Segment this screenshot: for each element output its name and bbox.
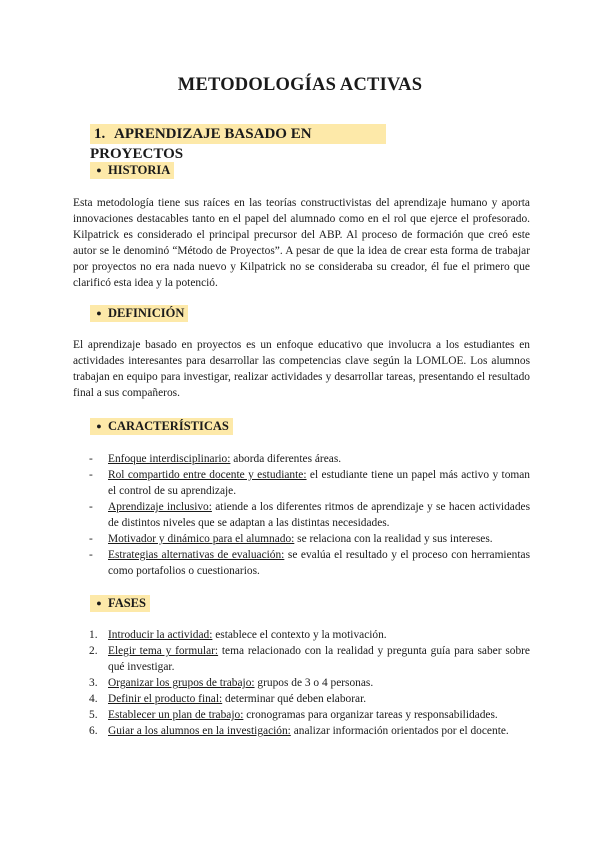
item-desc: el estudiante tiene un papel más activo y toman el control de su aprendizaje. <box>108 469 531 497</box>
list-item: 3. Organizar los grupos de trabajo: grupos de 3 o 4 personas. <box>89 677 374 689</box>
subheading-definicion: ● DEFINICIÓN <box>90 305 188 322</box>
list-item: - Enfoque interdisciplinario: aborda diferentes áreas. <box>89 453 342 465</box>
bullet-icon: ● <box>96 165 102 175</box>
item-term: Aprendizaje inclusivo: <box>108 501 212 513</box>
historia-paragraph: Esta metodología tiene sus raíces en las teorías constructivistas del aprendizaje humano y aporta innovaciones destacables tanto en el papel del alumnado como en el rol que ejerce el profesorado. Kilpatrick es considerado el principal precursor del ABP. Al proceso de formación que creó este autor se le denominó “Método de Proyectos”. A pesar de que la idea de crear esta forma de trabajar por proyectos no era nada nuevo y Kilpatrick no se consideraba su creador, él fue el primero que clarificó esta idea y la potenció. <box>73 197 530 289</box>
bullet-icon: ● <box>96 308 102 318</box>
section-heading <box>90 124 386 162</box>
list-item: - Rol compartido entre docente y estudiante: el estudiante tiene un papel más activo y toman el control de su aprendizaje. <box>89 469 531 497</box>
subheading-historia: ● HISTORIA <box>90 162 174 179</box>
item-term: Estrategias alternativas de evaluación: <box>108 549 285 561</box>
list-item: 1. Introducir la actividad: establece el contexto y la motivación. <box>89 629 387 641</box>
item-term: Introducir la actividad: <box>108 629 213 641</box>
item-desc: atiende a los diferentes ritmos de aprendizaje y se hacen actividades de distintos niveles que se adaptan a las distintas necesidades. <box>108 501 530 529</box>
item-term: Motivador y dinámico para el alumnado: <box>108 533 295 545</box>
item-desc: establece el contexto y la motivación. <box>212 629 387 641</box>
list-item: 6. Guiar a los alumnos en la investigación: analizar información orientados por el docente. <box>89 725 509 737</box>
item-desc: se relaciona con la realidad y sus intereses. <box>294 533 493 545</box>
item-term: Guiar a los alumnos en la investigación: <box>108 725 291 737</box>
list-item: - Motivador y dinámico para el alumnado: se relaciona con la realidad y sus intereses. <box>89 533 493 545</box>
bullet-icon: ● <box>96 421 102 431</box>
caracteristicas-list <box>89 451 530 579</box>
item-desc: se evalúa el resultado y el proceso con herramientas como portafolios o cuestionarios. <box>108 549 530 577</box>
item-term: Establecer un plan de trabajo: <box>108 709 244 721</box>
subheading-fases: ● FASES <box>90 595 150 612</box>
list-item: 2. Elegir tema y formular: tema relacionado con la realidad y pregunta guía para saber sobre qué investigar. <box>89 645 530 673</box>
item-desc: determinar qué deben elaborar. <box>222 693 367 705</box>
document-title: METODOLOGÍAS ACTIVAS <box>177 75 423 95</box>
item-term: Organizar los grupos de trabajo: <box>108 677 255 689</box>
item-term: Enfoque interdisciplinario: <box>108 453 231 465</box>
item-desc: aborda diferentes áreas. <box>230 453 342 465</box>
bullet-icon: ● <box>96 598 102 608</box>
fases-list <box>89 627 530 739</box>
item-term: Rol compartido entre docente y estudiante: <box>108 469 307 481</box>
item-desc: grupos de 3 o 4 personas. <box>254 677 374 689</box>
item-desc: analizar información orientados por el docente. <box>290 725 509 737</box>
list-item: - Aprendizaje inclusivo: atiende a los diferentes ritmos de aprendizaje y se hacen actividades de distintos niveles que se adaptan a las distintas necesidades. <box>89 501 530 529</box>
item-desc: tema relacionado con la realidad y pregunta guía para saber sobre qué investigar. <box>108 645 530 673</box>
subheading-caracteristicas: ● CARACTERÍSTICAS <box>90 418 233 435</box>
item-term: Elegir tema y formular: <box>108 645 219 657</box>
list-item: 5. Establecer un plan de trabajo: cronogramas para organizar tareas y responsabilidades. <box>89 709 498 721</box>
list-item: 4. Definir el producto final: determinar qué deben elaborar. <box>89 693 367 705</box>
section-title: APRENDIZAJE BASADO EN PROYECTOS <box>90 126 312 162</box>
section-number: 1. <box>94 126 106 142</box>
list-item: - Estrategias alternativas de evaluación: se evalúa el resultado y el proceso con herramientas como portafolios o cuestionarios. <box>89 549 530 577</box>
item-term: Definir el producto final: <box>108 693 223 705</box>
item-desc: cronogramas para organizar tareas y responsabilidades. <box>243 709 498 721</box>
definicion-paragraph: El aprendizaje basado en proyectos es un enfoque educativo que involucra a los estudiantes en actividades interesantes para desarrollar las competencias clave según la LOMLOE. Los alumnos trabajan en equipo para investigar, realizar actividades y desarrollar tareas, presentando el resultado final a sus compañeros. <box>73 339 530 399</box>
